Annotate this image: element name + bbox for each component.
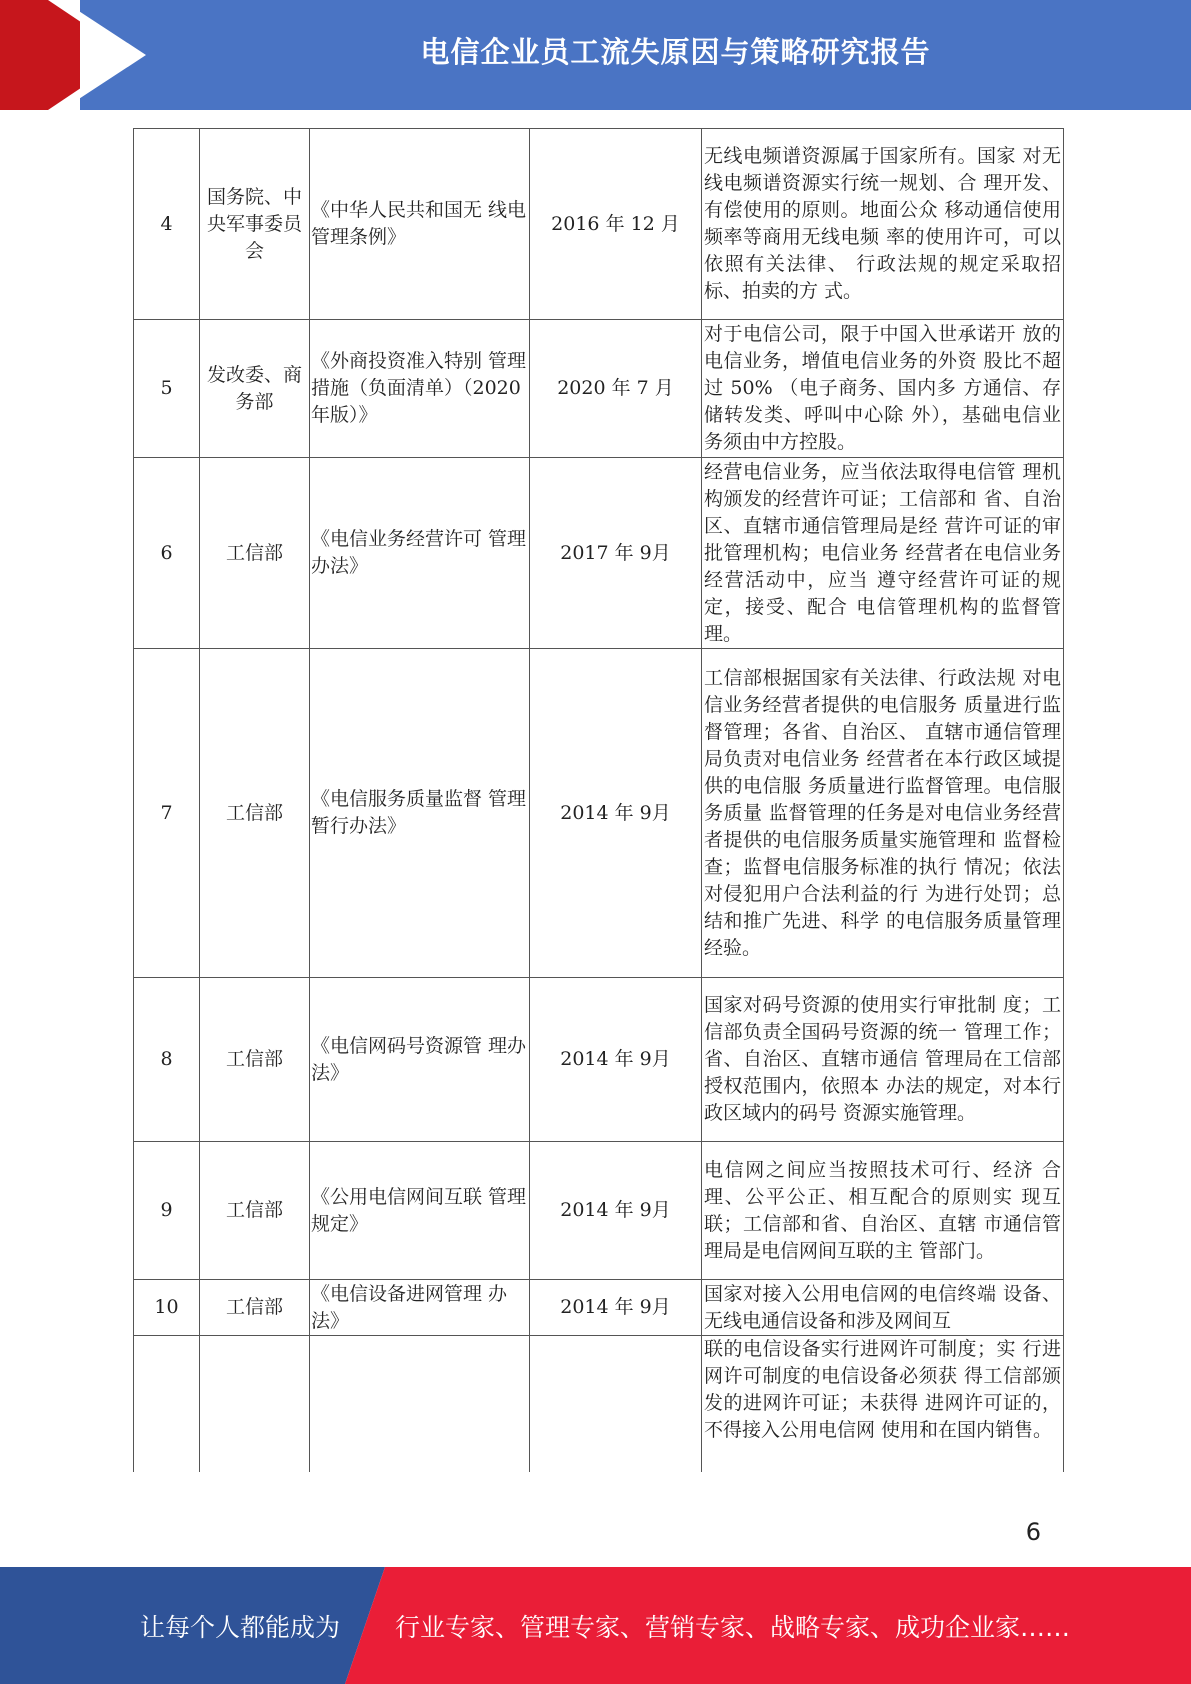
issuing-department: 工信部 [200,458,310,649]
row-number: 6 [134,458,200,649]
row-number: 8 [134,978,200,1142]
regulation-name: 《电信业务经营许可 管理办法》 [310,458,530,649]
regulation-summary: 国家对码号资源的使用实行审批制 度；工信部负责全国码号资源的统一 管理工作；省、自治区、直辖市通信 管理局在工信部授权范围内，依照本 办法的规定，对本行政区域内的码号 资源实施管理。 [702,978,1064,1142]
issuing-department: 工信部 [200,1142,310,1280]
row-number: 9 [134,1142,200,1280]
table-row [134,320,1064,458]
issue-date: 2014 年 9月 [530,978,702,1142]
document-title: 电信企业员工流失原因与策略研究报告 [420,34,931,69]
empty-cell [310,1336,530,1472]
row-number: 7 [134,649,200,978]
issuing-department: 工信部 [200,1280,310,1336]
regulation-name: 《电信网码号资源管 理办法》 [310,978,530,1142]
regulation-name: 《电信设备进网管理 办法》 [310,1280,530,1336]
issue-date: 2020 年 7 月 [530,320,702,458]
issue-date: 2014 年 9月 [530,1142,702,1280]
footer-slogan-right: 行业专家、管理专家、营销专家、战略专家、成功企业家…… [395,1612,1071,1642]
table-row [134,129,1064,320]
issue-date: 2016 年 12 月 [530,129,702,320]
regulation-summary: 对于电信公司，限于中国入世承诺开 放的电信业务，增值电信业务的外资 股比不超过 50% （电子商务、国内多 方通信、存储转发类、呼叫中心除 外），基础电信业务须由中方控股。 [702,320,1064,458]
empty-cell [134,1336,200,1472]
empty-cell [200,1336,310,1472]
table-row [134,1142,1064,1280]
footer-slogan-left: 让每个人都能成为 [140,1612,341,1642]
regulation-summary: 无线电频谱资源属于国家所有。国家 对无线电频谱资源实行统一规划、合 理开发、有偿使用的原则。地面公众 移动通信使用频率等商用无线电频 率的使用许可，可以依照有关法律、 行政法规的规定采取招标、拍卖的方 式。 [702,129,1064,320]
regulation-summary: 经营电信业务，应当依法取得电信管 理机构颁发的经营许可证；工信部和 省、自治区、直辖市通信管理局是经 营许可证的审批管理机构；电信业务 经营者在电信业务经营活动中，应当 遵守经营许可证的规定，接受、配合 电信管理机构的监督管理。 [702,458,1064,649]
regulation-table [133,128,1064,1472]
row-number: 10 [134,1280,200,1336]
regulation-name: 《公用电信网间互联 管理规定》 [310,1142,530,1280]
table-row [134,458,1064,649]
issue-date: 2014 年 9月 [530,649,702,978]
regulation-name: 《外商投资准入特别 管理措施（负面清单）（2020 年版）》 [310,320,530,458]
regulation-name: 《中华人民共和国无 线电管理条例》 [310,129,530,320]
issuing-department: 发改委、商务部 [200,320,310,458]
table-row [134,1280,1064,1336]
issuing-department: 工信部 [200,649,310,978]
issue-date: 2014 年 9月 [530,1280,702,1336]
table-row-continuation [134,1336,1064,1472]
empty-cell [530,1336,702,1472]
page-header [0,0,1191,110]
table-row [134,978,1064,1142]
issuing-department: 工信部 [200,978,310,1142]
regulation-summary: 国家对接入公用电信网的电信终端 设备、无线电通信设备和涉及网间互 [702,1280,1064,1336]
issue-date: 2017 年 9月 [530,458,702,649]
page-number: 6 [1025,1518,1041,1546]
table-row [134,649,1064,978]
row-number: 4 [134,129,200,320]
row-number: 5 [134,320,200,458]
regulation-summary: 工信部根据国家有关法律、行政法规 对电信业务经营者提供的电信服务 质量进行监督管理；各省、自治区、 直辖市通信管理局负责对电信业务 经营者在本行政区域提供的电信服 务质量进行监督管理。电信服务质量 监督管理的任务是对电信业务经营 者提供的电信服务质量实施管理和 监督检查；监督电信服务标准的执行 情况；依法对侵犯用户合法利益的行 为进行处罚；总结和推广先进、科学 的电信服务质量管理经验。 [702,649,1064,978]
regulation-summary: 电信网之间应当按照技术可行、经济 合理、公平公正、相互配合的原则实 现互联；工信部和省、自治区、直辖 市通信管理局是电信网间互联的主 管部门。 [702,1142,1064,1280]
regulation-summary-continued: 联的电信设备实行进网许可制度；实 行进网许可制度的电信设备必须获 得工信部颁发的进网许可证；未获得 进网许可证的，不得接入公用电信网 使用和在国内销售。 [702,1336,1064,1472]
regulation-name: 《电信服务质量监督 管理暂行办法》 [310,649,530,978]
issuing-department: 国务院、中央军事委员会 [200,129,310,320]
header-arrow-icon [0,0,160,110]
